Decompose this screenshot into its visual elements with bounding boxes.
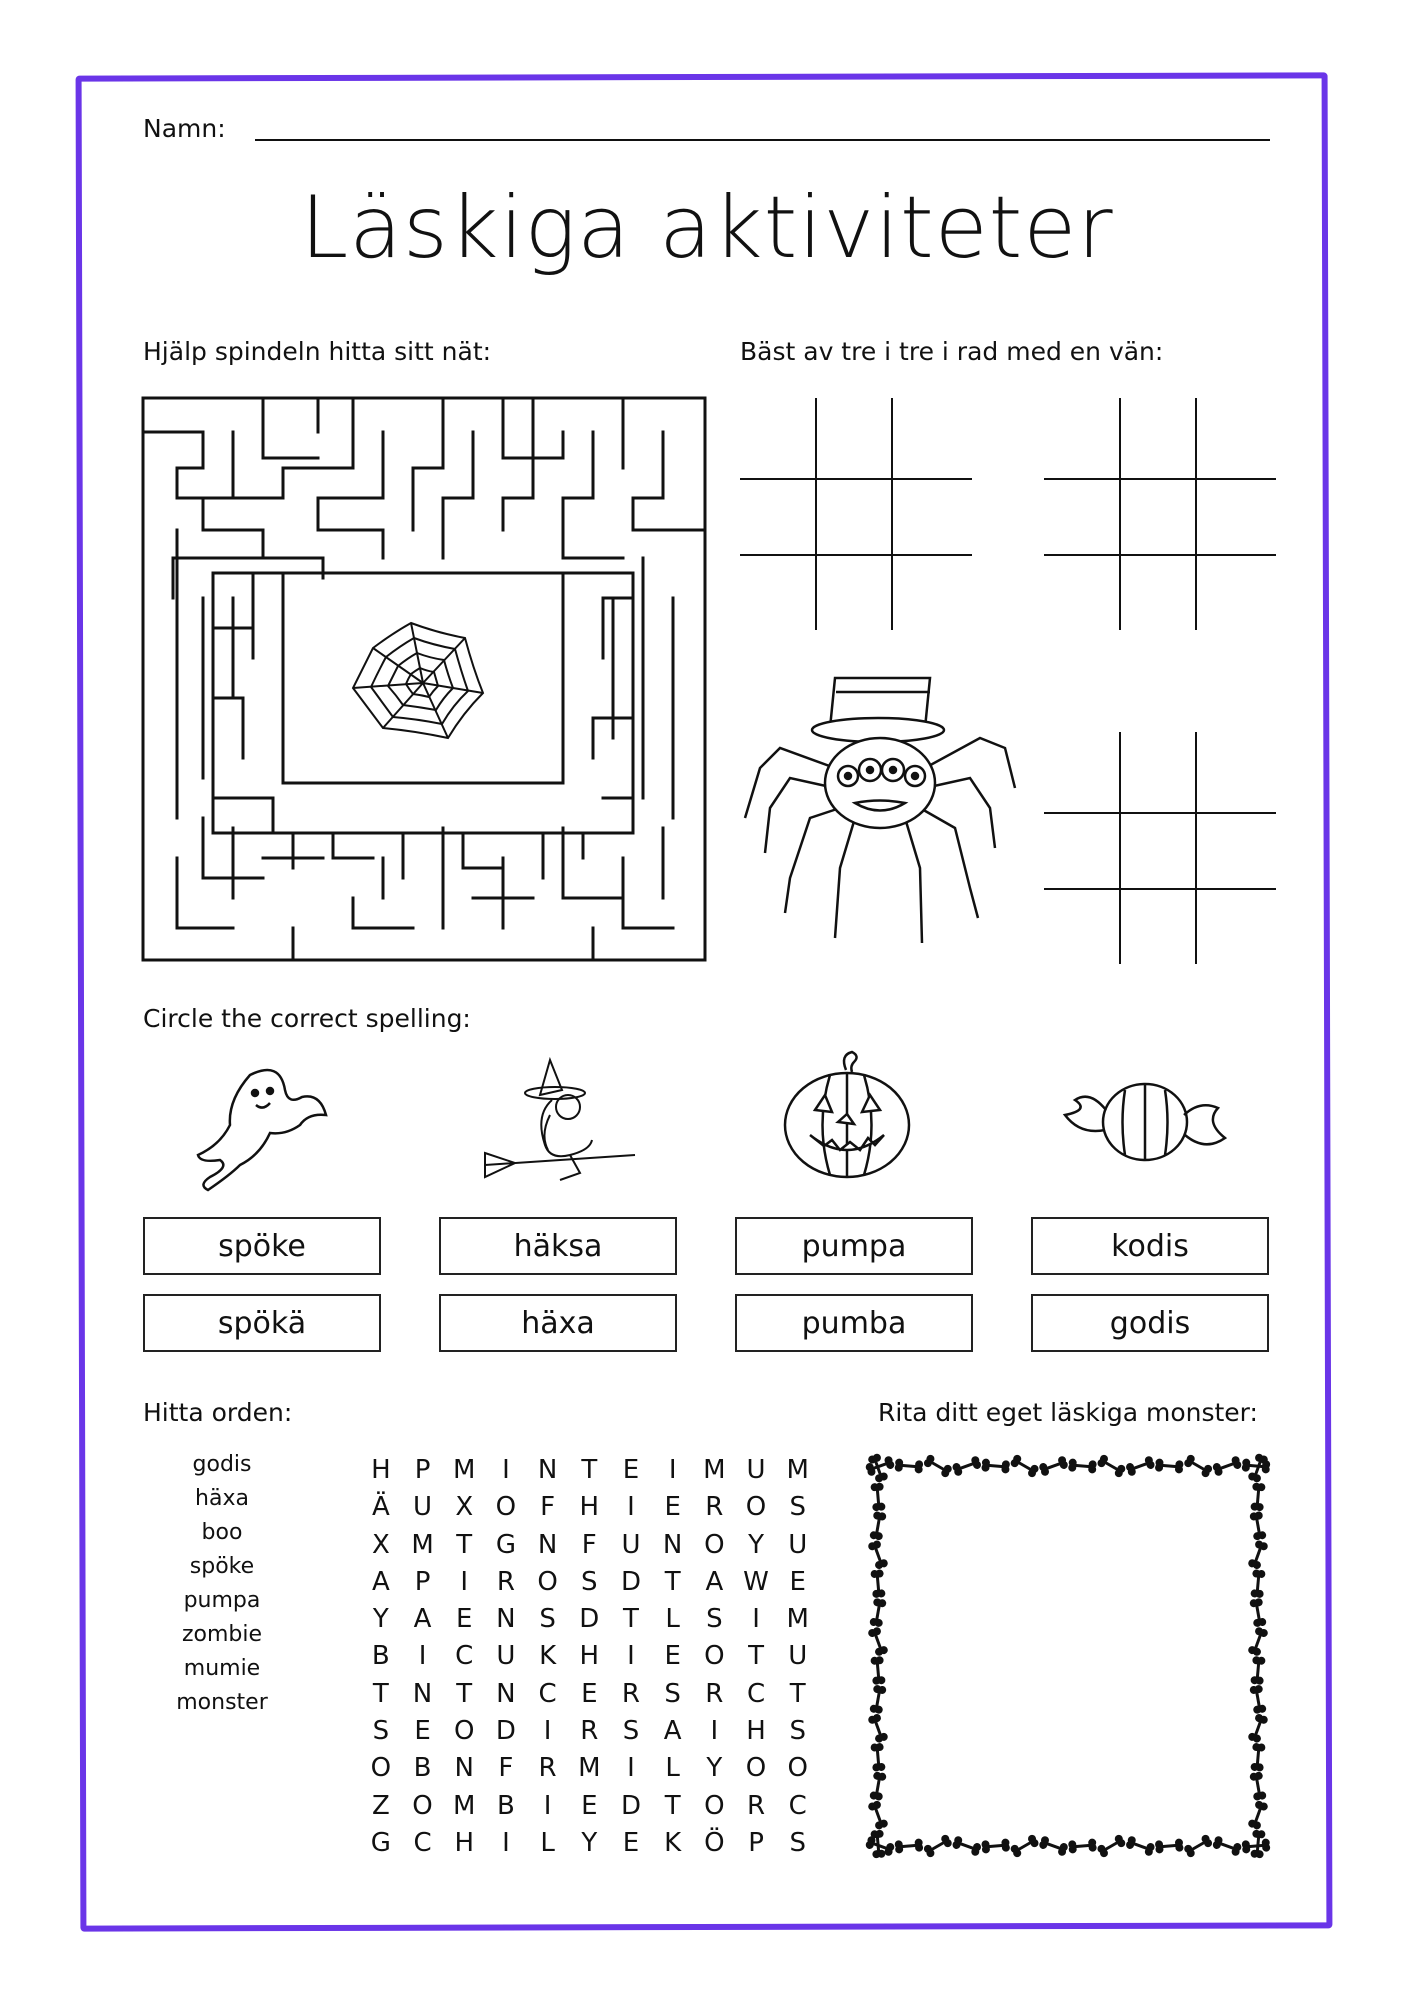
grid-letter[interactable]: N bbox=[662, 1529, 683, 1560]
grid-letter[interactable]: N bbox=[496, 1604, 516, 1635]
grid-letter[interactable]: U bbox=[788, 1641, 808, 1672]
grid-letter[interactable]: E bbox=[581, 1790, 598, 1821]
grid-letter[interactable]: H bbox=[579, 1641, 600, 1672]
grid-letter[interactable]: I bbox=[752, 1604, 760, 1635]
grid-letter[interactable]: D bbox=[495, 1716, 516, 1747]
spider-web-icon bbox=[353, 623, 483, 738]
grid-letter[interactable]: I bbox=[627, 1753, 635, 1784]
grid-letter[interactable]: S bbox=[622, 1716, 640, 1747]
grid-letter[interactable]: E bbox=[581, 1678, 598, 1709]
grid-letter[interactable]: S bbox=[664, 1678, 681, 1709]
grid-letter[interactable]: M bbox=[411, 1529, 434, 1560]
grid-letter[interactable]: K bbox=[664, 1827, 682, 1858]
grid-letter[interactable]: M bbox=[453, 1790, 476, 1821]
tic-tac-toe-instruction: Bäst av tre i tre i rad med en vän: bbox=[740, 337, 1164, 366]
grid-letter[interactable]: H bbox=[746, 1716, 766, 1747]
list-item: godis bbox=[192, 1452, 252, 1477]
grid-letter[interactable]: A bbox=[663, 1716, 682, 1747]
grid-letter[interactable]: C bbox=[455, 1641, 474, 1672]
grid-letter[interactable]: X bbox=[371, 1529, 390, 1560]
grid-letter[interactable]: O bbox=[537, 1566, 558, 1597]
grid-letter[interactable]: I bbox=[502, 1827, 510, 1858]
list-item: pumpa bbox=[183, 1588, 261, 1613]
spelling-option-ghost-1[interactable]: spöke bbox=[143, 1217, 381, 1275]
grid-letter[interactable]: L bbox=[665, 1604, 680, 1635]
grid-letter[interactable]: A bbox=[371, 1566, 390, 1597]
grid-letter[interactable]: L bbox=[540, 1827, 555, 1858]
word-search-grid[interactable] bbox=[360, 1452, 819, 1862]
grid-letter[interactable]: E bbox=[664, 1492, 681, 1523]
tic-tac-toe-board-3[interactable] bbox=[1044, 732, 1276, 964]
grid-letter[interactable]: C bbox=[788, 1790, 807, 1821]
grid-letter[interactable]: H bbox=[371, 1455, 391, 1485]
grid-letter[interactable]: M bbox=[578, 1753, 601, 1784]
spelling-option-witch-1[interactable]: häksa bbox=[439, 1217, 677, 1275]
list-item: boo bbox=[201, 1520, 243, 1545]
grid-letter[interactable]: T bbox=[581, 1455, 598, 1485]
grid-letter[interactable]: I bbox=[710, 1716, 719, 1747]
spider-top-hat-icon bbox=[740, 678, 1020, 958]
grid-letter[interactable]: I bbox=[502, 1455, 510, 1485]
grid-letter[interactable]: N bbox=[537, 1455, 558, 1485]
grid-letter[interactable]: Y bbox=[748, 1529, 764, 1560]
page-title: Läskiga aktiviteter bbox=[300, 178, 1114, 278]
grid-letter[interactable]: I bbox=[418, 1641, 427, 1672]
grid-letter[interactable]: O bbox=[787, 1753, 808, 1784]
grid-letter[interactable]: M bbox=[786, 1455, 809, 1485]
list-item: zombie bbox=[181, 1622, 263, 1647]
grid-letter[interactable]: N bbox=[454, 1753, 474, 1784]
grid-letter[interactable]: R bbox=[705, 1492, 724, 1523]
grid-letter[interactable]: T bbox=[456, 1529, 473, 1560]
list-item: mumie bbox=[183, 1656, 261, 1681]
word-search-word-list bbox=[150, 1448, 294, 1720]
grid-letter[interactable]: S bbox=[706, 1604, 723, 1635]
grid-letter[interactable]: S bbox=[539, 1604, 556, 1635]
grid-letter[interactable]: R bbox=[580, 1716, 599, 1747]
spelling-option-candy-2[interactable]: godis bbox=[1031, 1294, 1269, 1352]
grid-letter[interactable]: S bbox=[581, 1566, 598, 1597]
drawing-instruction: Rita ditt eget läskiga monster: bbox=[878, 1398, 1258, 1427]
grid-letter[interactable]: D bbox=[579, 1604, 600, 1635]
grid-letter[interactable]: T bbox=[456, 1678, 473, 1709]
grid-letter[interactable]: I bbox=[543, 1716, 552, 1747]
grid-letter[interactable]: C bbox=[538, 1678, 557, 1709]
grid-letter[interactable]: O bbox=[370, 1753, 392, 1784]
grid-letter[interactable]: P bbox=[748, 1827, 764, 1858]
grid-letter[interactable]: O bbox=[704, 1529, 725, 1560]
grid-letter[interactable]: K bbox=[539, 1641, 557, 1672]
grid-letter[interactable]: S bbox=[789, 1827, 806, 1858]
grid-letter[interactable]: T bbox=[664, 1790, 681, 1821]
grid-letter[interactable]: H bbox=[579, 1492, 600, 1523]
grid-letter[interactable]: O bbox=[412, 1790, 433, 1821]
grid-letter[interactable]: N bbox=[412, 1678, 433, 1709]
grid-letter[interactable]: N bbox=[537, 1529, 558, 1560]
grid-letter[interactable]: E bbox=[789, 1566, 806, 1597]
grid-letter[interactable]: N bbox=[496, 1678, 516, 1709]
grid-letter[interactable]: I bbox=[668, 1455, 677, 1485]
grid-letter[interactable]: Y bbox=[581, 1827, 598, 1858]
grid-letter[interactable]: C bbox=[746, 1678, 766, 1709]
grid-letter[interactable]: R bbox=[496, 1566, 515, 1597]
grid-letter[interactable]: O bbox=[745, 1753, 767, 1784]
grid-letter[interactable]: U bbox=[496, 1641, 516, 1672]
grid-letter[interactable]: F bbox=[498, 1753, 514, 1784]
grid-letter[interactable]: E bbox=[414, 1716, 431, 1747]
grid-letter[interactable]: T bbox=[789, 1678, 806, 1709]
grid-letter[interactable]: P bbox=[414, 1566, 431, 1597]
grid-letter[interactable]: E bbox=[622, 1455, 640, 1485]
grid-letter[interactable]: M bbox=[786, 1604, 809, 1635]
grid-letter[interactable]: U bbox=[788, 1529, 808, 1560]
grid-letter[interactable]: X bbox=[455, 1492, 474, 1523]
list-item: monster bbox=[176, 1690, 268, 1715]
grid-letter[interactable]: D bbox=[620, 1566, 641, 1597]
list-item: spöke bbox=[189, 1554, 255, 1579]
grid-letter[interactable]: T bbox=[372, 1678, 389, 1709]
grid-letter[interactable]: H bbox=[454, 1827, 474, 1858]
grid-letter[interactable]: T bbox=[664, 1566, 681, 1597]
spelling-instruction: Circle the correct spelling: bbox=[143, 1004, 471, 1033]
jack-o-lantern-icon bbox=[780, 1050, 915, 1185]
grid-letter[interactable]: I bbox=[460, 1566, 469, 1597]
grid-letter[interactable]: B bbox=[371, 1641, 390, 1672]
maze[interactable] bbox=[143, 398, 705, 960]
grid-letter[interactable]: U bbox=[746, 1455, 766, 1485]
grid-letter[interactable]: Ö bbox=[704, 1827, 725, 1858]
grid-letter[interactable]: Z bbox=[371, 1790, 390, 1821]
grid-letter[interactable]: O bbox=[704, 1641, 725, 1672]
spelling-option-pumpkin-2[interactable]: pumba bbox=[735, 1294, 973, 1352]
grid-letter[interactable]: M bbox=[703, 1455, 726, 1485]
grid-letter[interactable]: P bbox=[414, 1455, 431, 1485]
grid-letter[interactable]: S bbox=[789, 1492, 806, 1523]
grid-letter[interactable]: B bbox=[496, 1790, 515, 1821]
grid-letter[interactable]: R bbox=[538, 1753, 557, 1784]
grid-letter[interactable]: F bbox=[540, 1492, 556, 1523]
word-search-instruction: Hitta orden: bbox=[143, 1398, 293, 1427]
spelling-option-ghost-2[interactable]: spökä bbox=[143, 1294, 381, 1352]
grid-letter[interactable]: U bbox=[621, 1529, 641, 1560]
name-label: Namn: bbox=[143, 114, 226, 143]
spelling-option-candy-1[interactable]: kodis bbox=[1031, 1217, 1269, 1275]
witch-on-broom-icon bbox=[480, 1055, 640, 1195]
name-input-line[interactable] bbox=[255, 139, 1270, 141]
grid-letter[interactable]: E bbox=[664, 1641, 681, 1672]
tic-tac-toe-board-2[interactable] bbox=[1044, 398, 1276, 630]
spelling-option-witch-2[interactable]: häxa bbox=[439, 1294, 677, 1352]
grid-letter[interactable]: Y bbox=[706, 1753, 723, 1784]
grid-letter[interactable]: T bbox=[748, 1641, 764, 1672]
grid-letter[interactable]: G bbox=[370, 1827, 391, 1858]
grid-letter[interactable]: G bbox=[495, 1529, 516, 1560]
grid-letter[interactable]: T bbox=[623, 1604, 639, 1635]
drawing-area[interactable] bbox=[896, 1486, 1240, 1828]
grid-letter[interactable]: A bbox=[705, 1566, 724, 1597]
tic-tac-toe-board-1[interactable] bbox=[740, 398, 972, 630]
grid-letter[interactable]: F bbox=[581, 1529, 597, 1560]
grid-letter[interactable]: O bbox=[453, 1716, 475, 1747]
spelling-option-pumpkin-1[interactable]: pumpa bbox=[735, 1217, 973, 1275]
grid-letter[interactable]: S bbox=[789, 1716, 806, 1747]
grid-letter[interactable]: R bbox=[746, 1790, 766, 1821]
grid-letter[interactable]: L bbox=[665, 1753, 680, 1784]
grid-letter[interactable]: W bbox=[743, 1566, 769, 1597]
grid-letter[interactable]: B bbox=[413, 1753, 432, 1784]
grid-letter[interactable]: R bbox=[621, 1678, 640, 1709]
grid-letter[interactable]: Ä bbox=[371, 1492, 390, 1523]
list-item: häxa bbox=[195, 1486, 249, 1511]
grid-letter[interactable]: Y bbox=[372, 1604, 389, 1635]
grid-letter[interactable]: A bbox=[413, 1604, 432, 1635]
candy-icon bbox=[1060, 1060, 1230, 1180]
maze-instruction: Hjälp spindeln hitta sitt nät: bbox=[143, 337, 492, 366]
grid-letter[interactable]: I bbox=[627, 1492, 635, 1523]
grid-letter[interactable]: I bbox=[627, 1641, 635, 1672]
ghost-icon bbox=[190, 1055, 330, 1195]
grid-letter[interactable]: O bbox=[704, 1790, 725, 1821]
grid-letter[interactable]: E bbox=[456, 1604, 473, 1635]
grid-letter[interactable]: D bbox=[620, 1790, 641, 1821]
grid-letter[interactable]: E bbox=[622, 1827, 640, 1858]
grid-letter[interactable]: R bbox=[705, 1678, 724, 1709]
grid-letter[interactable]: C bbox=[413, 1827, 432, 1858]
grid-letter[interactable]: U bbox=[413, 1492, 433, 1523]
grid-letter[interactable]: M bbox=[453, 1455, 476, 1485]
grid-letter[interactable]: O bbox=[495, 1492, 517, 1523]
grid-letter[interactable]: S bbox=[372, 1716, 390, 1747]
grid-letter[interactable]: I bbox=[543, 1790, 552, 1821]
grid-letter[interactable]: O bbox=[745, 1492, 767, 1523]
